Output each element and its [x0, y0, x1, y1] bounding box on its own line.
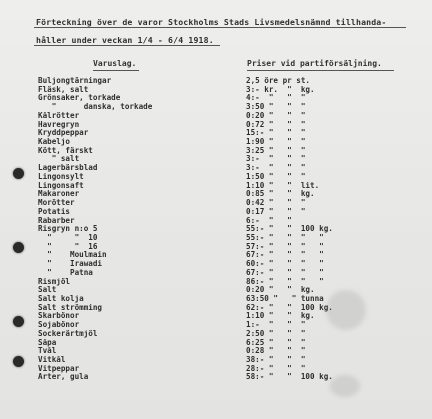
price-item: 0:17 " " ": [246, 207, 306, 216]
title-line-1: Förteckning över de varor Stockholms Stads Livsmedelsnämnd tillhanda-: [36, 17, 387, 27]
price-item: 3:- " " ": [246, 155, 306, 164]
goods-item: Salt kolja: [38, 294, 84, 303]
punch-hole: [13, 356, 24, 367]
header-goods: Varuslag.: [93, 59, 137, 68]
price-item: 1:- " " ": [246, 321, 306, 330]
goods-item: " danska, torkade: [38, 103, 153, 112]
price-item: 58:- " " 100 kg.: [246, 373, 333, 382]
goods-item: Grönsaker, torkade: [38, 94, 121, 103]
price-item: 60:- " " " ": [246, 260, 324, 269]
goods-item: Risgryn n:o 5: [38, 225, 98, 234]
price-item: 67:- " " " ": [246, 268, 324, 277]
price-item: 0:85 " " kg.: [246, 190, 315, 199]
goods-item: Kryddpeppar: [38, 129, 89, 138]
goods-item: Rabarber: [38, 216, 75, 225]
header-goods-underline: [93, 70, 139, 71]
header-prices: Priser vid partiförsäljning.: [247, 59, 382, 68]
price-item: 55:- " " 100 kg.: [246, 225, 333, 234]
goods-item: " Patna: [38, 268, 93, 277]
price-item: 0:20 " " kg.: [246, 286, 315, 295]
price-item: 57:- " " " ": [246, 242, 324, 251]
goods-item: Såpa: [38, 338, 57, 347]
header-prices-underline: [247, 70, 394, 71]
goods-item: " salt: [38, 155, 80, 164]
price-item: 1:10 " " lit.: [246, 181, 320, 190]
goods-item: " Moulmain: [38, 251, 107, 260]
price-item: 1:10 " " kg.: [246, 312, 315, 321]
goods-item: Buljongtärningar: [38, 77, 112, 85]
price-item: 6:25 " " ": [246, 338, 306, 347]
punch-hole: [13, 316, 24, 327]
title-line-2: håller under veckan 1/4 - 6/4 1918.: [36, 35, 214, 45]
price-item: 15:- " " ": [246, 129, 306, 138]
price-item: 0:72 " " ": [246, 120, 306, 129]
document-title: [36, 13, 416, 49]
price-item: 28:- " " ": [246, 364, 306, 373]
goods-item: Makaroner: [38, 190, 80, 199]
price-item: 3:25 " " ": [246, 146, 306, 155]
goods-item: Lagerbärsblad: [38, 164, 98, 173]
prices-column: [246, 77, 416, 382]
goods-item: Potatis: [38, 207, 71, 216]
punch-hole: [13, 242, 24, 253]
price-item: 55:- " " " ": [246, 233, 324, 242]
goods-item: " " 16: [38, 242, 98, 251]
goods-item: Salt strömming: [38, 303, 103, 312]
goods-item: Rismjöl: [38, 277, 71, 286]
price-item: 0:42 " " ": [246, 199, 306, 208]
punch-hole: [13, 168, 24, 179]
goods-item: Havregryn: [38, 120, 80, 129]
price-item: 0:20 " " ": [246, 111, 306, 120]
price-item: 3:- " " ": [246, 164, 306, 173]
goods-item: Kålrötter: [38, 111, 80, 120]
goods-item: " Irawadi: [38, 260, 103, 269]
price-item: 67:- " " " ": [246, 251, 324, 260]
price-item: 62:- " " 100 kg.: [246, 303, 333, 312]
smudge-mark: [326, 290, 366, 330]
goods-item: Tvål: [38, 347, 57, 356]
goods-item: Salt: [38, 286, 57, 295]
goods-item: Fläsk, salt: [38, 85, 89, 94]
price-item: 2,5 öre pr st.: [246, 77, 311, 85]
price-item: 86:- " " " ": [246, 277, 324, 286]
price-item: 6:- " ": [246, 216, 292, 225]
goods-column: [38, 77, 198, 382]
price-item: 1:50 " " ": [246, 172, 306, 181]
goods-item: Sojabönor: [38, 321, 80, 330]
goods-item: Sockerärtmjöl: [38, 329, 98, 338]
price-item: 4:- " " ": [246, 94, 306, 103]
price-item: 38:- " " ": [246, 356, 306, 364]
price-item: 63:50 " " tunna: [246, 294, 324, 303]
goods-item: Lingonsylt: [38, 172, 84, 181]
price-item: 1:90 " " ": [246, 138, 306, 147]
title-underline-2: [34, 45, 220, 46]
goods-item: Ärter, gula: [38, 373, 89, 382]
goods-item: Kabeljo: [38, 138, 71, 147]
goods-item: Morötter: [38, 199, 75, 208]
price-item: 3:50 " " ": [246, 103, 306, 112]
title-underline-1: [34, 27, 406, 28]
goods-item: Vitkål: [38, 356, 66, 364]
price-item: 0:28 " " ": [246, 347, 306, 356]
goods-item: " " 10: [38, 233, 98, 242]
goods-item: Kött, färskt: [38, 146, 93, 155]
goods-item: Skarbönor: [38, 312, 80, 321]
smudge-mark: [330, 375, 360, 397]
price-item: 3:- kr. " kg.: [246, 85, 315, 94]
goods-item: Lingonsaft: [38, 181, 84, 190]
price-item: 2:50 " " ": [246, 329, 306, 338]
goods-item: Vitpeppar: [38, 364, 80, 373]
